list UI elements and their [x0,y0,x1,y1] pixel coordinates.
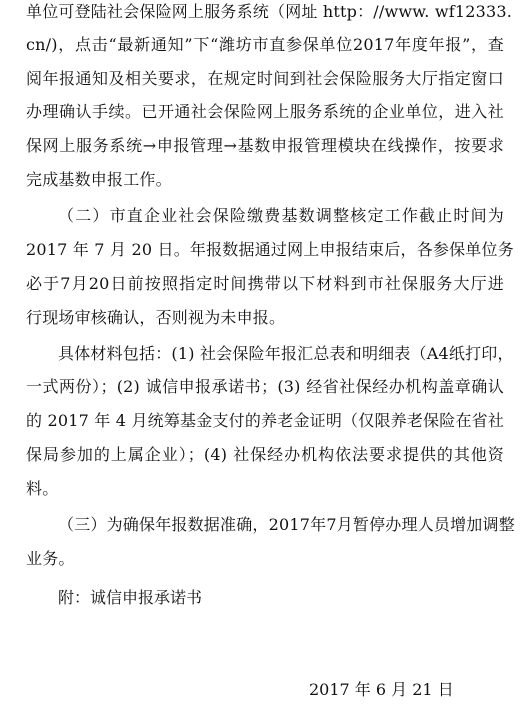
section-three-line-2: 业务。 [26,549,75,568]
section-two-line-3: 必于7月20日前按照指定时间携带以下材料到市社保服务大厅进 [26,274,504,293]
section-three-line-1: （三）为确保年报数据准确，2017年7月暂停办理人员增加调整 [58,515,515,534]
paragraph-line-2: cn/)，点击“最新通知”下“潍坊市直参保单位2017年度年报”，查 [26,35,504,54]
materials-line-3: 的 2017 年 4 月统筹基金支付的养老金证明（仅限养老保险在省社 [26,411,505,430]
document-date: 2017 年 6 月 21 日 [309,680,454,699]
materials-line-1: 具体材料包括：(1) 社会保险年报汇总表和明细表（A4纸打印， [58,344,514,363]
materials-line-5: 料。 [26,479,59,498]
paragraph-line-4: 办理确认手续。已开通社会保险网上服务系统的企业单位，进入社 [26,102,504,121]
section-two-line-2: 2017 年 7 月 20 日。年报数据通过网上申报结束后，各参保单位务 [26,240,514,259]
section-two-line-1: （二）市直企业社会保险缴费基数调整核定工作截止时间为 [58,206,504,225]
materials-line-2: 一式两份）；(2) 诚信申报承诺书；(3) 经省社保经办机构盖章确认 [26,377,504,396]
materials-line-4: 保局参加的上属企业）；(4) 社保经办机构依法要求提供的其他资 [26,445,504,464]
paragraph-line-6: 完成基数申报工作。 [26,170,172,189]
paragraph-line-5: 保网上服务系统→申报管理→基数申报管理模块在线操作，按要求 [26,136,504,155]
paragraph-line-3: 阅年报通知及相关要求，在规定时间到社会保险服务大厅指定窗口 [26,69,504,88]
section-two-line-4: 行现场审核确认，否则视为未申报。 [26,308,286,327]
paragraph-line-1: 单位可登陆社会保险网上服务系统（网址 http：//www. wf12333. [26,2,513,21]
attachment-note: 附：诚信申报承诺书 [58,588,203,607]
